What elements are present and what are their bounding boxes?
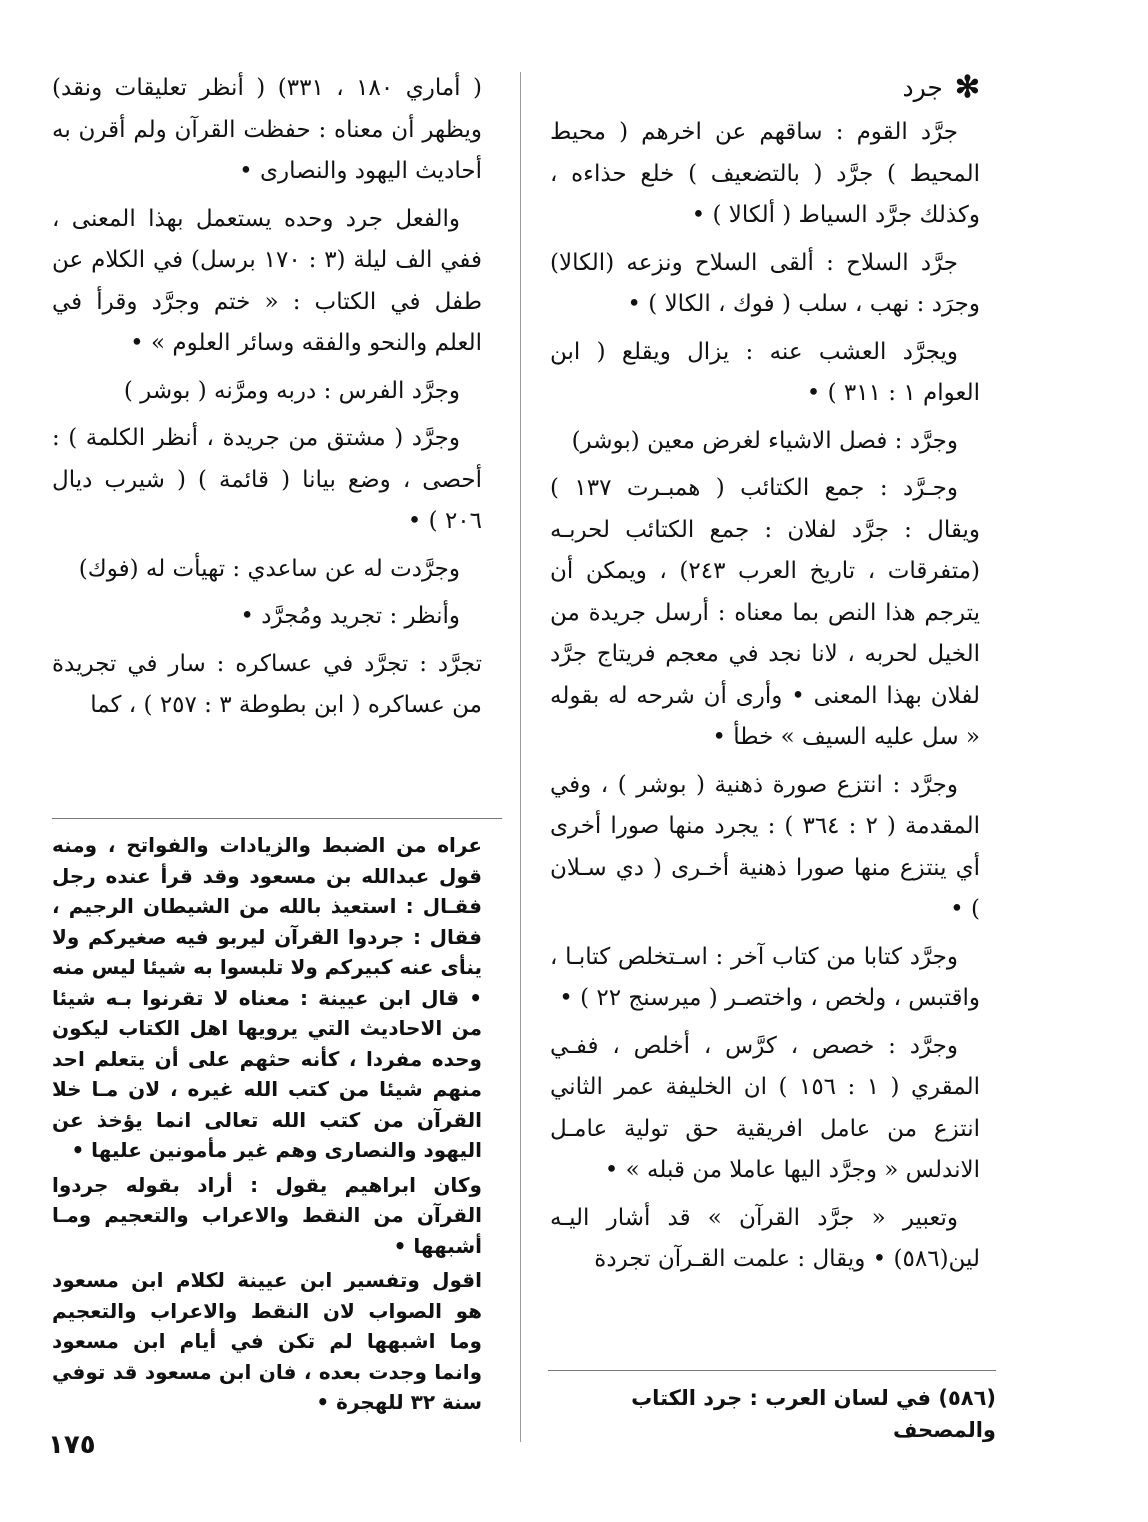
asterisk-icon: ✻	[954, 70, 980, 105]
left-paragraph: تجرَّد : تجرَّد في عساكره : سار في تجريدة من عساكره ( ابن بطوطة ٣ : ٢٥٧ ) ، كما	[52, 650, 482, 718]
right-paragraph: وجرَّد : انتزع صورة ذهنية ( بوشر ) ، وفي المقدمة ( ٢ : ٣٦٤ ) : يجرد منها صورا أخرى أي ينتزع منها صورا ذهنية أخـرى ( دي سـلان ) •	[550, 771, 980, 922]
note-paragraph: عراه من الضبط والزيادات والفواتح ، ومنه قول عبدالله بن مسعود وقد قرأ عنده رجل فقـال : استعيذ بالله من الشيطان الرجيم ، فقال : جردوا القرآن ليربو فيه صغيركم ولا ينأى عنه كبيركم ولا تلبسوا به شيئا ليس منه • قال ابن عيينة : معناه لا تقرنوا بـه شيئا من الاحاديث التي يرويها اهل الكتاب ليكون وحده مفردا ، كأنه حثهم على أن يتعلم احد منهم شيئا من كتب الله غيره ، لان مـا خلا القرآن من كتب الله تعالى انما يؤخذ عن اليهود والنصارى وهم غير مأمونين عليها •	[52, 833, 482, 1162]
column-divider	[520, 72, 521, 1442]
left-paragraph: وأنظر : تجريد ومُجرَّد •	[240, 603, 460, 629]
entry-heading-text: جرد	[902, 73, 943, 102]
left-column	[52, 68, 482, 733]
notes-divider	[52, 818, 502, 819]
notes-block	[52, 830, 482, 1422]
right-paragraph: جرَّد السلاح : ألقى السلاح ونزعه (الكالا) وجرَد : نهب ، سلب ( فوك ، الكالا ) •	[550, 249, 980, 317]
right-paragraph: ويجرَّد العشب عنه : يزال ويقلع ( ابن العوام ١ : ٣١١ ) •	[550, 338, 980, 406]
note-paragraph: وكان ابراهيم يقول : أراد بقوله جردوا القرآن من النقط والاعراب والتعجيم ومـا أشبهها •	[52, 1172, 482, 1258]
left-paragraph: وجرَّدت له عن ساعدي : تهيأت له (فوك)	[78, 555, 460, 582]
footnote-divider	[548, 1370, 996, 1371]
right-column	[550, 68, 980, 1287]
page-number: ١٧٥	[48, 1430, 96, 1460]
right-paragraph: وجرَّد : فصل الاشياء لغرض معين (بوشر)	[571, 427, 958, 454]
right-paragraph: وجـرَّد : جمع الكتائب ( همبـرت ١٣٧ ) ويقال : جرَّد لفلان : جمع الكتائب لحربـه (متفرقات ، تاريخ العرب ٢٤٣) ، ويمكن أن يترجم هذا النص بما معناه : أرسل جريدة من الخيل لحربه ، لانا نجد في معجم فريتاج جرَّد لفلان بهذا المعنى • وأرى أن شرحه له بقوله « سل عليه السيف » خطأ •	[550, 475, 980, 750]
right-paragraph: جرَّد القوم : ساقهم عن اخرهم ( محيط المحيط ) جرَّد ( بالتضعيف ) خلع حذاءه ، وكذلك جرَّد السياط ( ألكالا ) •	[550, 119, 980, 228]
left-paragraph: والفعل جرد وحده يستعمل بهذا المعنى ، ففي الف ليلة (٣ : ١٧٠ برسل) في الكلام عن طفل في الكتاب : « ختم وجرَّد وقرأ في العلم والنحو والفقه وسائر العلوم » •	[52, 205, 482, 356]
left-paragraph: وجرَّد ( مشتق من جريدة ، أنظر الكلمة ) : أحصى ، وضع بيانا ( قائمة ) ( شيرب ديال ٢٠٦ ) •	[52, 425, 482, 534]
right-paragraph: وجرَّد : خصص ، كرَّس ، أخلص ، ففـي المقري ( ١ : ١٥٦ ) ان الخليفة عمر الثاني انتزع من عامل افريقية حق تولية عامـل الاندلس « وجرَّد اليها عاملا من قبله » •	[550, 1032, 981, 1183]
note-paragraph: اقول وتفسير ابن عيينة لكلام ابن مسعود هو الصواب لان النقط والاعراب والتعجيم وما اشبهها لم تكن في أيام ابن مسعود وانما وجدت بعده ، فان ابن مسعود قد توفي سنة ٣٢ للهجرة •	[52, 1268, 482, 1414]
right-paragraph: وجرَّد كتابا من كتاب آخر : اسـتخلص كتابـا ، واقتبس ، ولخص ، واختصـر ( ميرسنج ٢٢ ) •	[550, 943, 980, 1011]
left-paragraph: وجرَّد الفرس : دربه ومرَّنه ( بوشر )	[123, 377, 460, 404]
right-paragraph: وتعبير « جرَّد القرآن » قد أشار اليـه لين(٥٨٦) • ويقال : علمت القـرآن تجردة	[550, 1204, 980, 1272]
entry-heading	[550, 68, 980, 108]
left-paragraph: ( أماري ١٨٠ ، ٣٣١) ( أنظر تعليقات ونقد) ويظهر أن معناه : حفظت القرآن ولم أقرن به أحاديث اليهود والنصارى •	[52, 75, 482, 184]
footnote: (٥٨٦) في لسان العرب : جرد الكتاب والمصحف	[631, 1386, 996, 1442]
